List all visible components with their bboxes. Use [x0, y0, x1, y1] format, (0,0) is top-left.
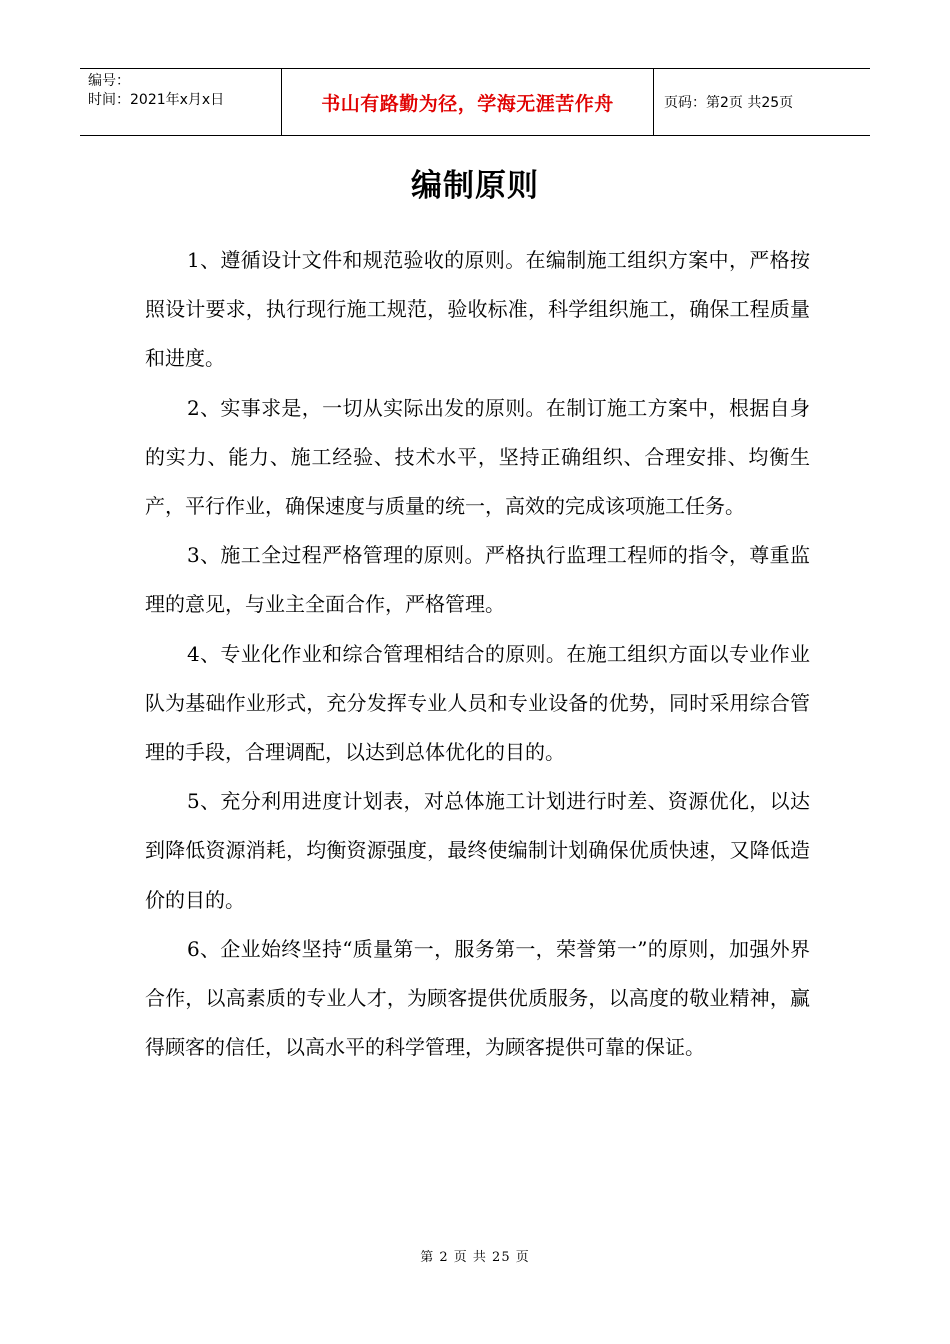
header-meta-cell — [80, 69, 282, 135]
header-page-info: 页码：第2页 共25页 — [664, 95, 794, 111]
paragraph-2: 2、实事求是，一切从实际出发的原则。在制订施工方案中，根据自身的实力、能力、施工经验、技术水平，坚持正确组织、合理安排、均衡生产，平行作业，确保速度与质量的统一，高效的完成该项施工任务。 — [145, 395, 810, 519]
paragraph-4: 4、专业化作业和综合管理相结合的原则。在施工组织方面以专业作业队为基础作业形式，充分发挥专业人员和专业设备的优势，同时采用综合管理的手段，合理调配，以达到总体优化的目的。 — [145, 641, 810, 765]
header-motto: 书山有路勤为径，学海无涯苦作舟 — [282, 69, 654, 135]
page-footer: 第 2 页 共 25 页 — [420, 1250, 530, 1265]
paragraph-1: 1、遵循设计文件和规范验收的原则。在编制施工组织方案中，严格按照设计要求，执行现行施工规范，验收标准，科学组织施工，确保工程质量和进度。 — [145, 248, 810, 371]
document-time-label: 时间：2021年x月x日 — [88, 92, 225, 108]
paragraph-3: 3、施工全过程严格管理的原则。严格执行监理工程师的指令，尊重监理的意见，与业主全面合作，严格管理。 — [145, 543, 810, 617]
document-body — [145, 236, 810, 1072]
document-title: 编制原则 — [411, 168, 539, 204]
document-number-label: 编号： — [88, 73, 130, 89]
paragraph-6: 6、企业始终坚持“质量第一，服务第一，荣誉第一”的原则，加强外界合作，以高素质的专业人才，为顾客提供优质服务，以高度的敬业精神，赢得顾客的信任，以高水平的科学管理，为顾客提供可靠的保证。 — [145, 936, 810, 1060]
header-table — [80, 68, 870, 136]
paragraph-5: 5、充分利用进度计划表，对总体施工计划进行时差、资源优化，以达到降低资源消耗，均衡资源强度，最终使编制计划确保优质快速，又降低造价的目的。 — [145, 789, 810, 912]
